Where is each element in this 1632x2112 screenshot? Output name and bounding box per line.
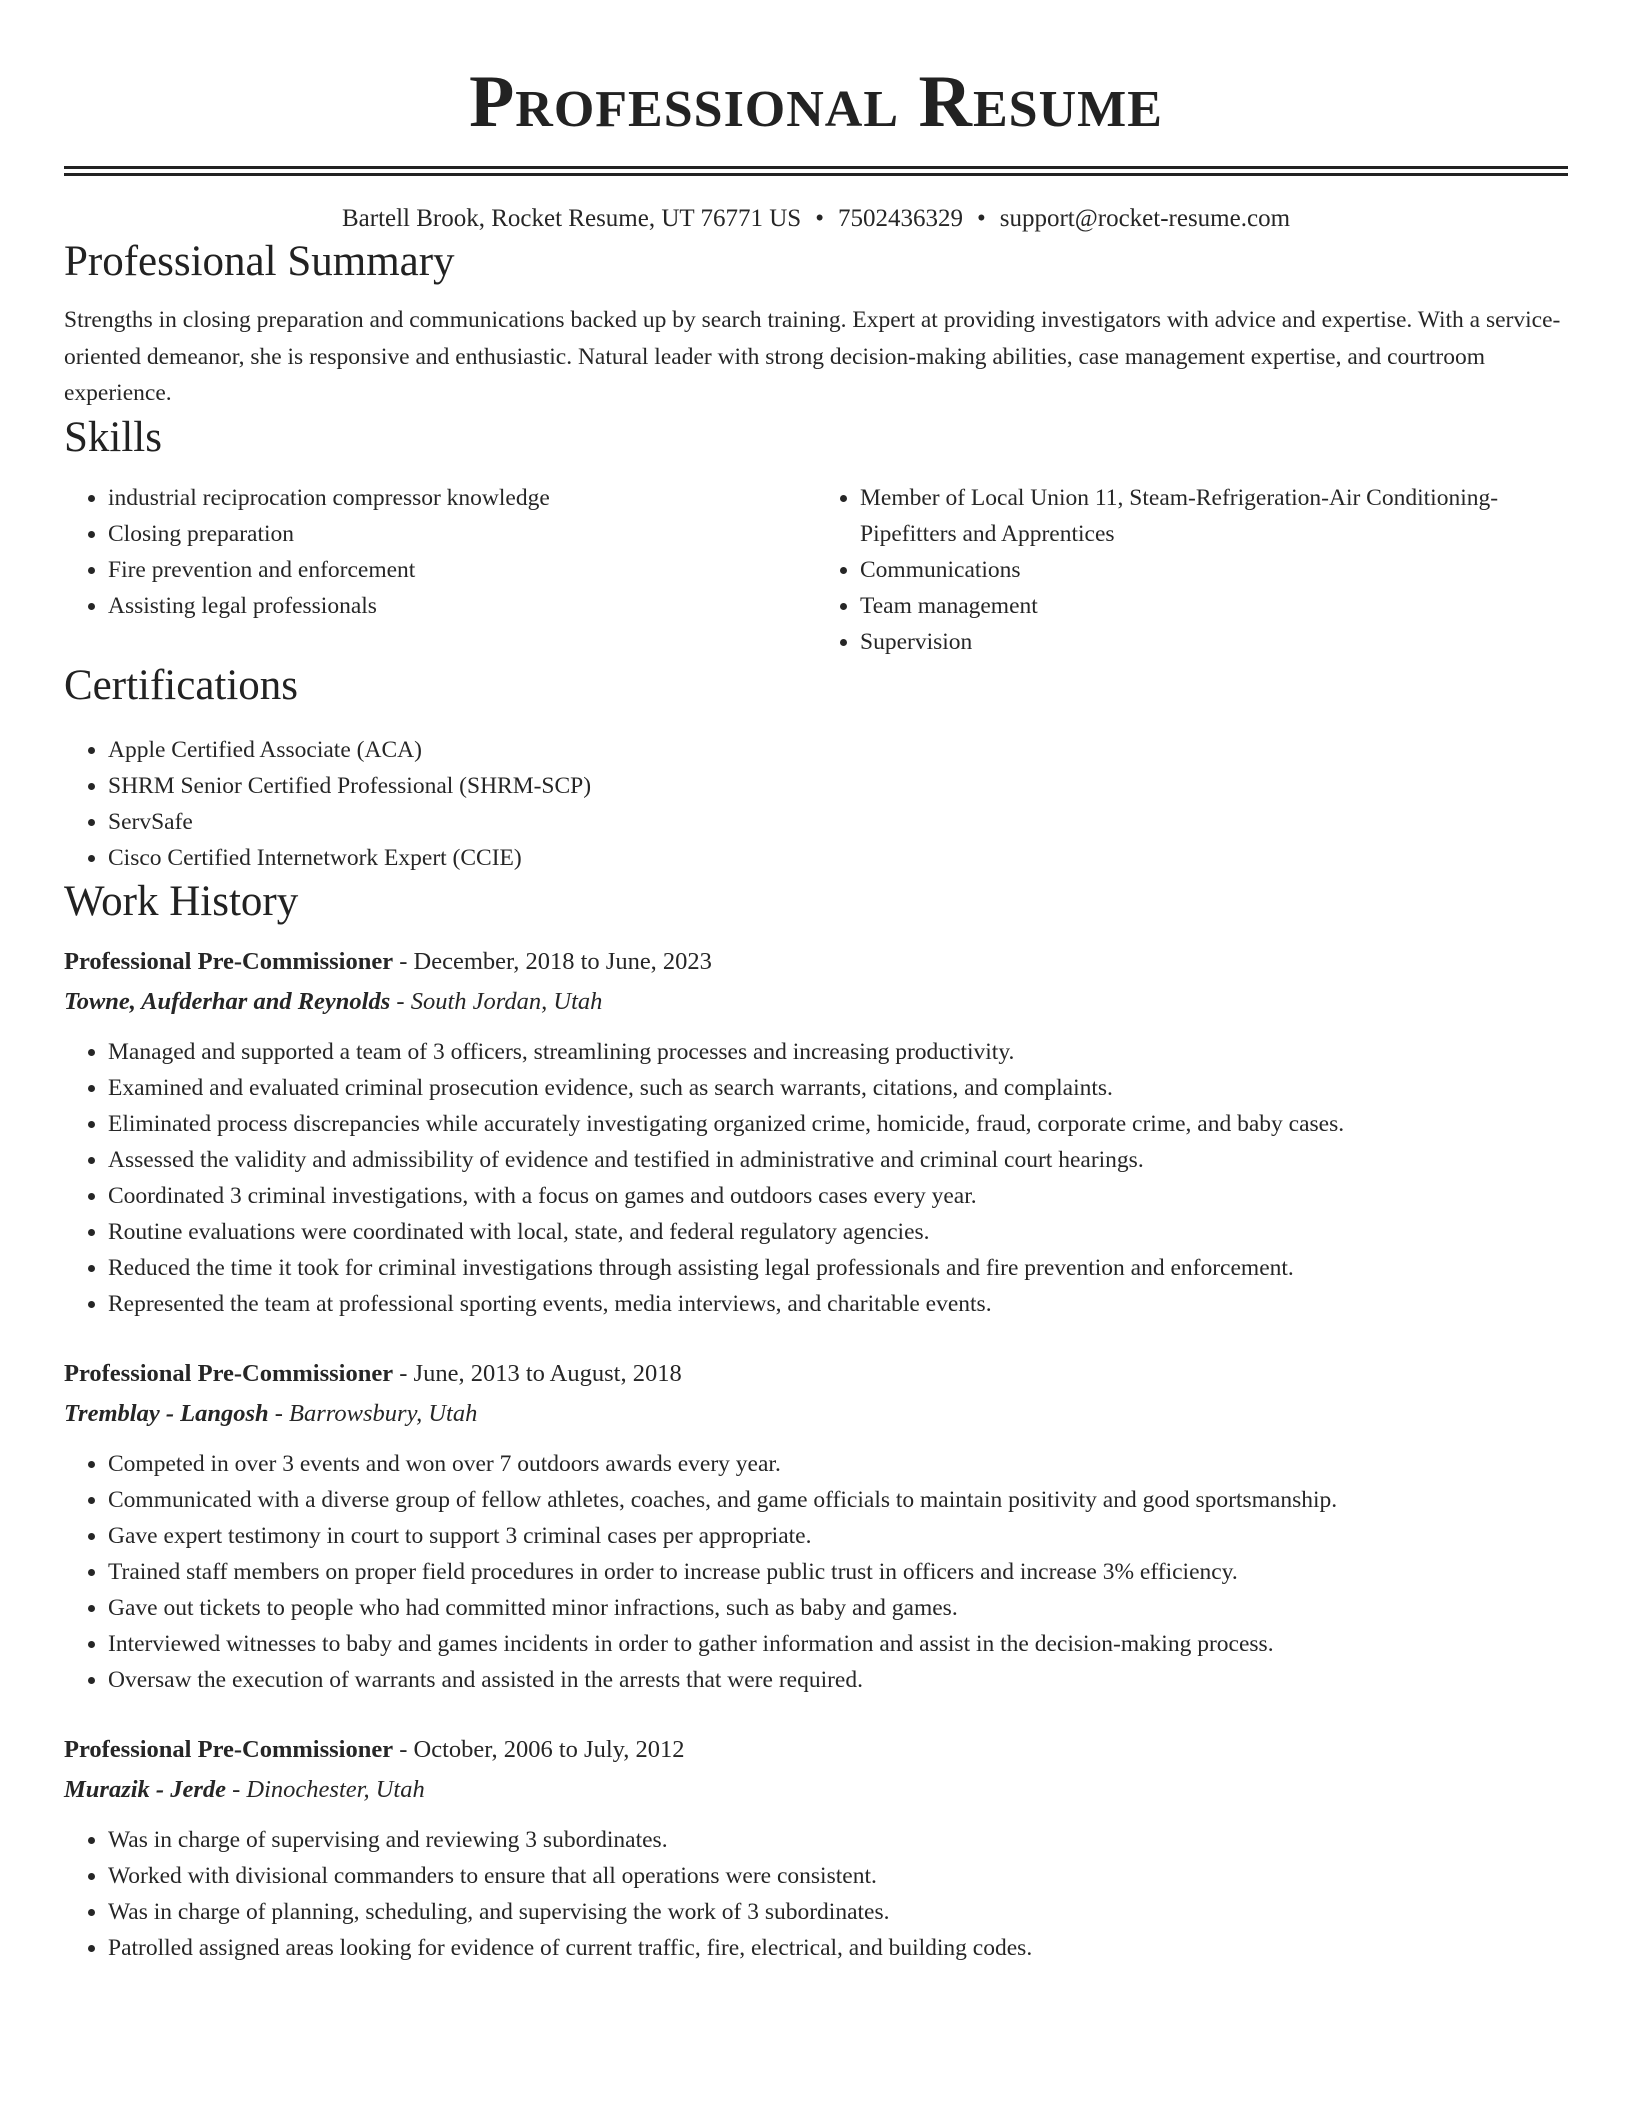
job-bullets	[64, 1822, 1568, 1966]
contact-email: support@rocket-resume.com	[999, 205, 1291, 232]
skill-item: • Team management	[860, 588, 1568, 624]
job-company-line: Tremblay - Langosh - Barrowsbury, Utah	[64, 1399, 478, 1427]
job-header: Professional Pre-Commissioner - October, 2006 to July, 2012	[64, 1735, 685, 1763]
contact-phone: 7502436329	[837, 205, 963, 232]
page-title: Professional Resume	[469, 61, 1163, 143]
job-dates: October, 2006 to July, 2012	[413, 1735, 685, 1763]
job-bullet: • Competed in over 3 events and won over 7 outdoors awards every year.	[108, 1446, 1568, 1482]
skill-item: • Communications	[860, 552, 1568, 588]
job-bullet: • Gave out tickets to people who had committed minor infractions, such as baby and games.	[108, 1590, 1568, 1626]
job-company-line: Murazik - Jerde - Dinochester, Utah	[64, 1775, 425, 1803]
job-title: Professional Pre-Commissioner	[64, 1735, 394, 1763]
certification-item: • Apple Certified Associate (ACA)	[108, 732, 1568, 768]
job-bullets	[64, 1034, 1568, 1322]
certification-item: • ServSafe	[108, 804, 1568, 840]
job-bullet: • Managed and supported a team of 3 officers, streamlining processes and increasing productivity.	[108, 1034, 1568, 1070]
contact-separator: •	[976, 205, 986, 232]
job-location: South Jordan, Utah	[410, 987, 603, 1015]
job-bullet: • Assessed the validity and admissibility of evidence and testified in administrative and criminal court hearings.	[108, 1142, 1568, 1178]
job-bullet: • Represented the team at professional sporting events, media interviews, and charitable events.	[108, 1286, 1568, 1322]
certification-item: • Cisco Certified Internetwork Expert (CCIE)	[108, 840, 1568, 876]
job-bullet: • Worked with divisional commanders to ensure that all operations were consistent.	[108, 1858, 1568, 1894]
skill-item: • Member of Local Union 11, Steam-Refrigeration-Air Conditioning-Pipefitters and Apprentices	[860, 480, 1568, 552]
summary-text: Strengths in closing preparation and communications backed up by search training. Expert at providing investigators with advice and expertise. With a service-oriented demeanor, she is responsive and enthusiastic. Natural leader with strong decision-making abilities, case management expertise, and courtroom experience.	[64, 307, 1561, 406]
work-history-section	[64, 876, 1568, 1966]
certifications-heading: Certifications	[64, 661, 299, 709]
title-double-rule	[64, 166, 1568, 176]
work-history-heading: Work History	[64, 877, 299, 925]
skills-heading: Skills	[64, 413, 162, 461]
job-header: Professional Pre-Commissioner - December, 2018 to June, 2023	[64, 947, 712, 975]
skill-item: • Closing preparation	[108, 516, 816, 552]
skill-item: • industrial reciprocation compressor knowledge	[108, 480, 816, 516]
skills-right-list	[816, 480, 1568, 660]
job-bullet: • Eliminated process discrepancies while accurately investigating organized crime, homicide, fraud, corporate crime, and baby cases.	[108, 1106, 1568, 1142]
contact-line	[64, 202, 1568, 236]
job-bullet: • Routine evaluations were coordinated with local, state, and federal regulatory agencies.	[108, 1214, 1568, 1250]
job-bullet: • Trained staff members on proper field procedures in order to increase public trust in officers and increase 3% efficiency.	[108, 1554, 1568, 1590]
skill-item: • Assisting legal professionals	[108, 588, 816, 624]
job-title: Professional Pre-Commissioner	[64, 947, 394, 975]
job-company-line: Towne, Aufderhar and Reynolds - South Jordan, Utah	[64, 987, 603, 1015]
skills-columns	[64, 480, 1568, 660]
job-bullet: • Was in charge of planning, scheduling, and supervising the work of 3 subordinates.	[108, 1894, 1568, 1930]
job-location: Barrowsbury, Utah	[289, 1399, 478, 1427]
skill-item: • Fire prevention and enforcement	[108, 552, 816, 588]
certification-item: • SHRM Senior Certified Professional (SHRM-SCP)	[108, 768, 1568, 804]
job-bullets	[64, 1446, 1568, 1698]
job-bullet: • Coordinated 3 criminal investigations, with a focus on games and outdoors cases every year.	[108, 1178, 1568, 1214]
job-entry	[64, 1354, 1568, 1698]
job-bullet: • Communicated with a diverse group of fellow athletes, coaches, and game officials to maintain positivity and good sportsmanship.	[108, 1482, 1568, 1518]
job-bullet: • Examined and evaluated criminal prosecution evidence, such as search warrants, citations, and complaints.	[108, 1070, 1568, 1106]
job-dates: December, 2018 to June, 2023	[413, 947, 712, 975]
job-company: Towne, Aufderhar and Reynolds	[64, 987, 391, 1015]
job-bullet: • Oversaw the execution of warrants and assisted in the arrests that were required.	[108, 1662, 1568, 1698]
skills-left-list	[64, 480, 816, 660]
job-bullet: • Was in charge of supervising and reviewing 3 subordinates.	[108, 1822, 1568, 1858]
job-location: Dinochester, Utah	[246, 1775, 425, 1803]
job-bullet: • Interviewed witnesses to baby and games incidents in order to gather information and assist in the decision-making process.	[108, 1626, 1568, 1662]
summary-section	[64, 236, 1568, 412]
summary-heading: Professional Summary	[64, 238, 455, 285]
job-title: Professional Pre-Commissioner	[64, 1359, 394, 1387]
skill-item: • Supervision	[860, 624, 1568, 660]
job-bullet: • Patrolled assigned areas looking for evidence of current traffic, fire, electrical, and building codes.	[108, 1930, 1568, 1966]
contact-separator: •	[815, 205, 824, 232]
job-bullet: • Reduced the time it took for criminal investigations through assisting legal professionals and fire prevention and enforcement.	[108, 1250, 1568, 1286]
job-entry	[64, 1730, 1568, 1966]
job-entry	[64, 942, 1568, 1322]
certifications-section	[64, 660, 1568, 876]
job-header: Professional Pre-Commissioner - June, 2013 to August, 2018	[64, 1359, 682, 1387]
certifications-list	[64, 732, 1568, 876]
contact-address: Bartell Brook, Rocket Resume, UT 76771 US	[341, 205, 802, 232]
skills-section	[64, 412, 1568, 660]
job-company: Murazik - Jerde	[64, 1775, 226, 1803]
job-dates: June, 2013 to August, 2018	[413, 1359, 682, 1387]
resume-page	[64, 0, 1568, 1966]
job-company: Tremblay - Langosh	[64, 1399, 269, 1427]
job-bullet: • Gave expert testimony in court to support 3 criminal cases per appropriate.	[108, 1518, 1568, 1554]
